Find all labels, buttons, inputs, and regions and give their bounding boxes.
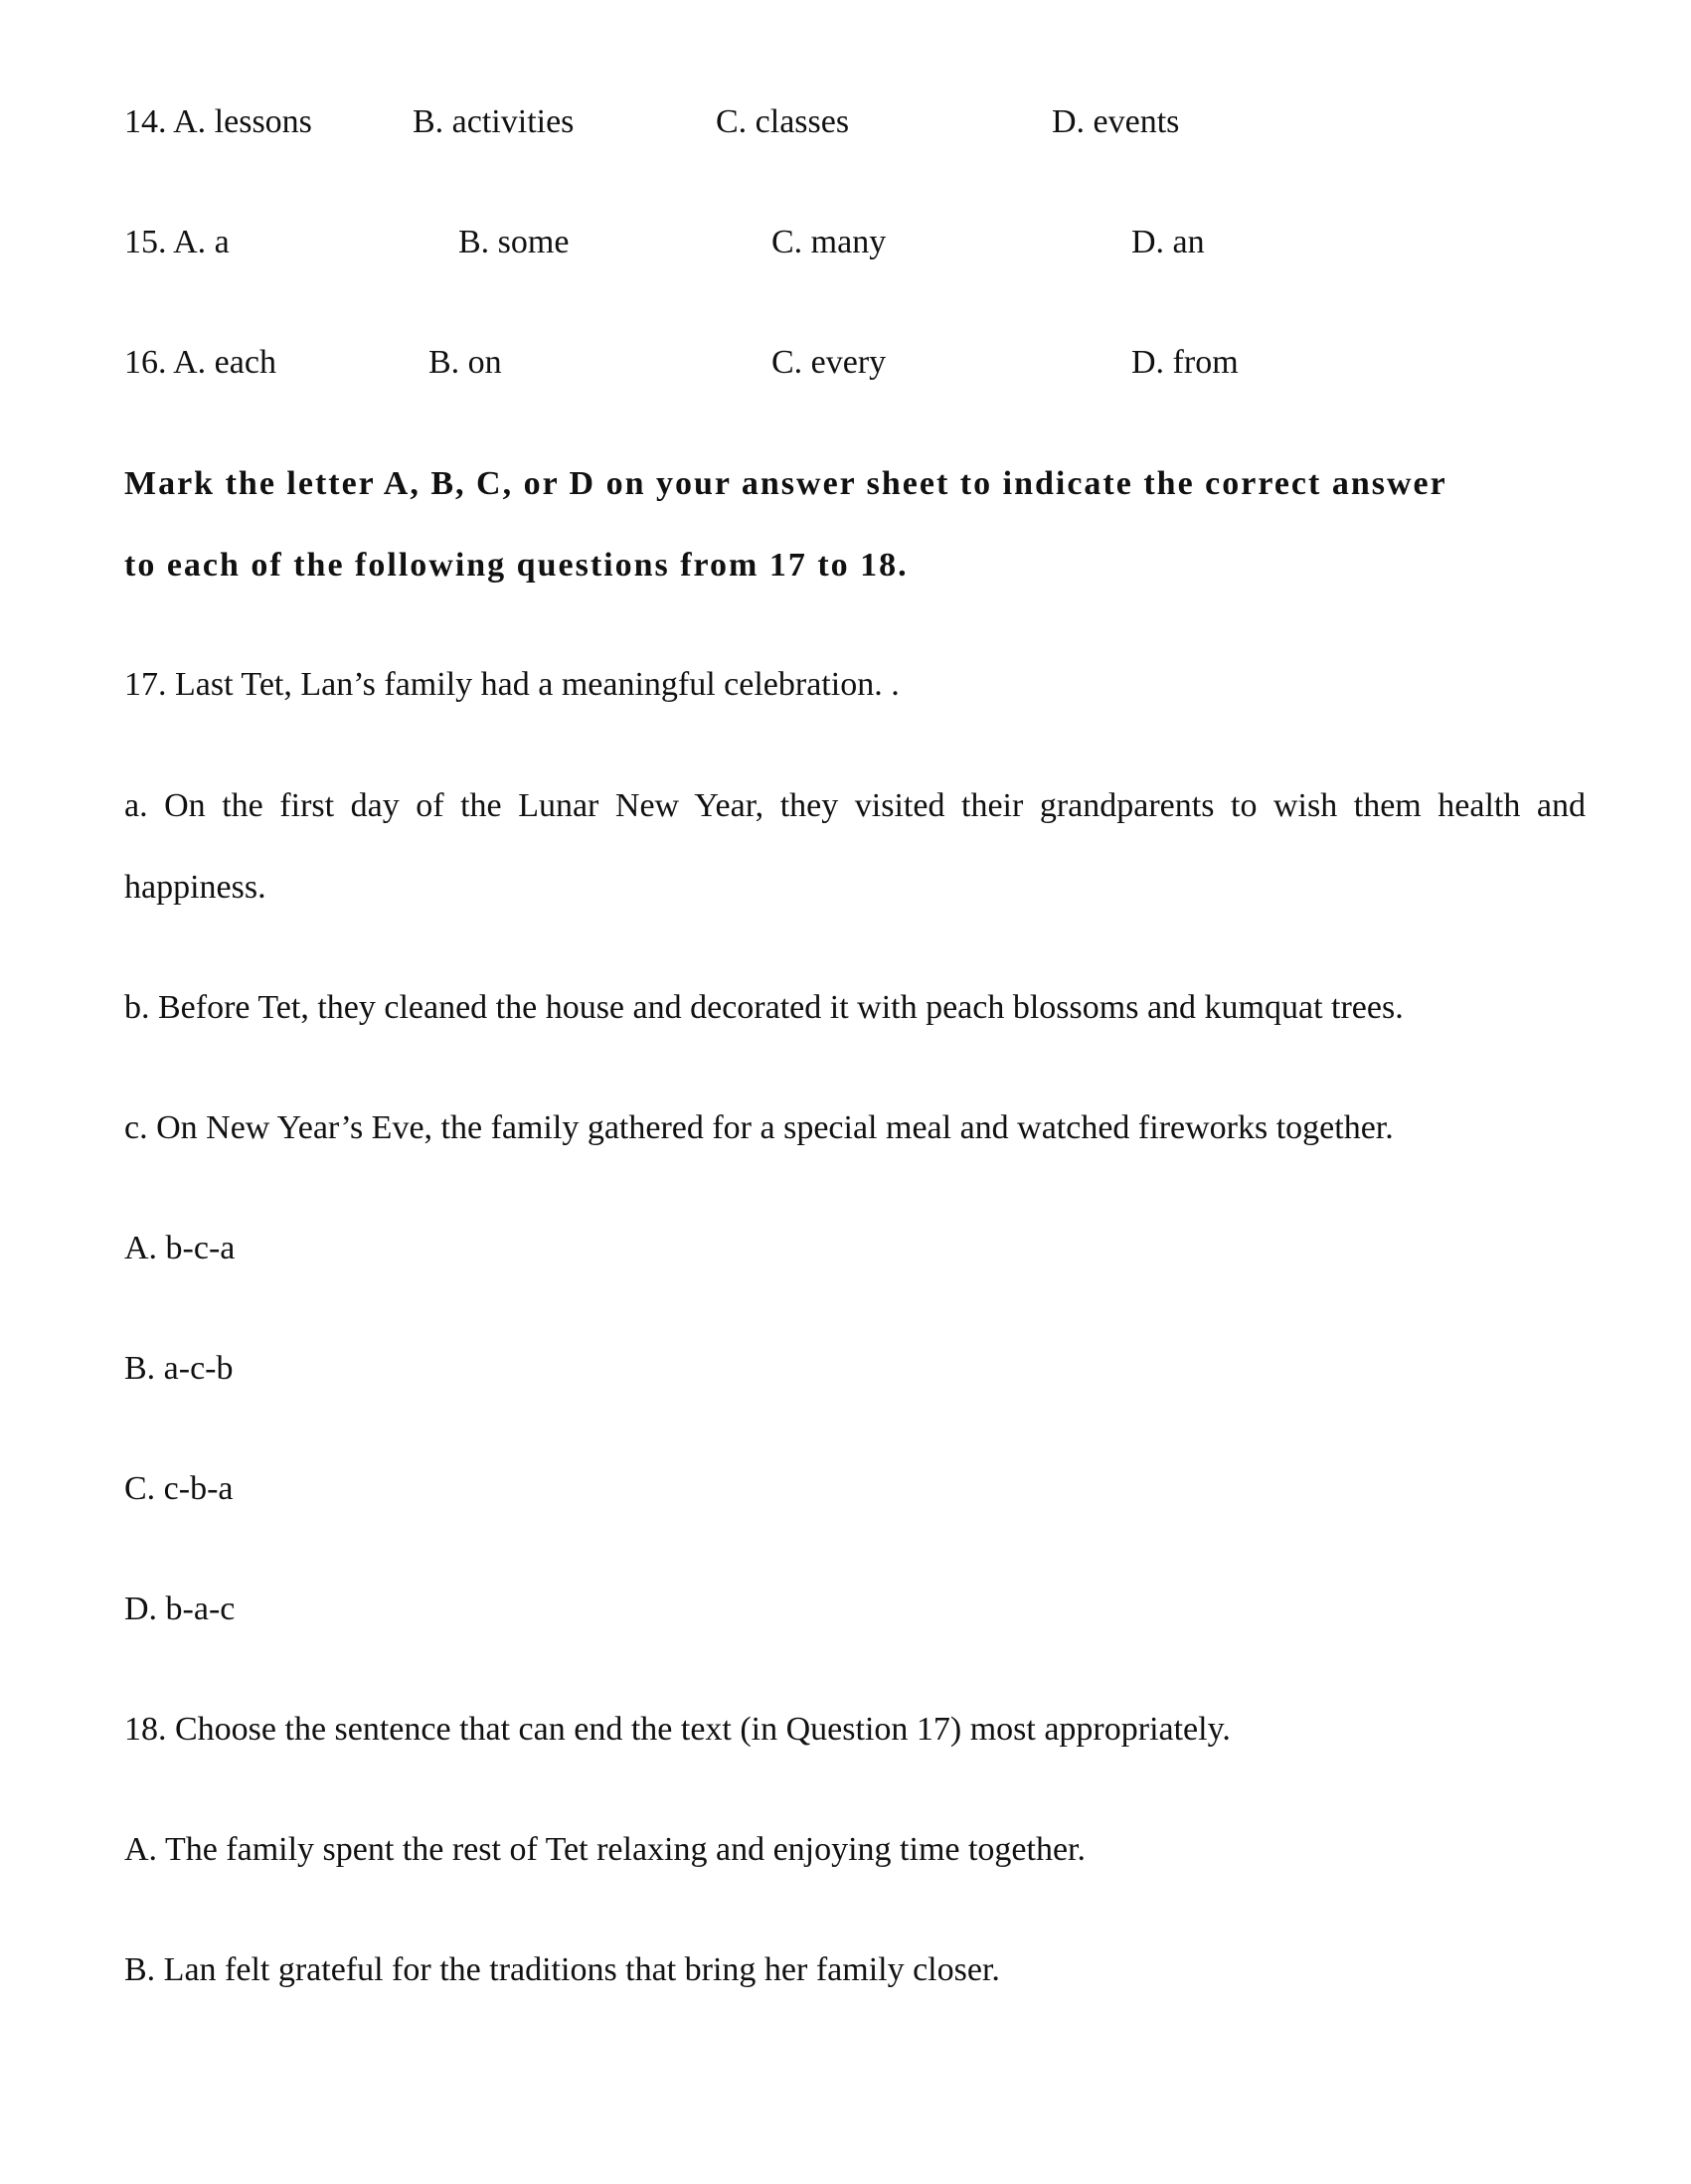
- q15-option-b: B. some: [458, 224, 570, 260]
- q15-option-d: D. an: [1131, 224, 1205, 260]
- q14-number: 14.: [124, 103, 167, 140]
- q17-option-b: B. a-c-b: [124, 1350, 234, 1387]
- q18-option-b: B. Lan felt grateful for the traditions that bring her family closer.: [124, 1951, 1000, 1988]
- q17-option-c: C. c-b-a: [124, 1470, 234, 1507]
- q15-number: 15.: [124, 224, 167, 260]
- q16-option-a: 16. A. each: [124, 344, 276, 381]
- q16-option-c: C. every: [771, 344, 887, 381]
- q17-option-d: D. b-a-c: [124, 1591, 236, 1627]
- q16-option-b: B. on: [428, 344, 502, 381]
- q15-option-a: 15. A. a: [124, 224, 230, 260]
- q14-option-b: B. activities: [413, 103, 575, 140]
- q18-stem: 18. Choose the sentence that can end the text (in Question 17) most appropriately.: [124, 1711, 1231, 1748]
- q14-option-c: C. classes: [716, 103, 850, 140]
- q14-option-d: D. events: [1052, 103, 1180, 140]
- q17-stem: 17. Last Tet, Lan’s family had a meaningful celebration. .: [124, 666, 900, 703]
- q15-option-c: C. many: [771, 224, 887, 260]
- q16-number: 16.: [124, 344, 167, 381]
- instruction-line-2: to each of the following questions from 17 to 18.: [124, 547, 909, 584]
- q17-sentence-a: a. On the first day of the Lunar New Year, they visited their grandparents to wish them health and happiness.: [124, 787, 1586, 906]
- q17-sentence-b: b. Before Tet, they cleaned the house and decorated it with peach blossoms and kumquat trees.: [124, 989, 1404, 1026]
- q17-option-a: A. b-c-a: [124, 1230, 236, 1266]
- q18-option-a: A. The family spent the rest of Tet relaxing and enjoying time together.: [124, 1831, 1087, 1868]
- q17-sentence-c: c. On New Year’s Eve, the family gathered for a special meal and watched fireworks together.: [124, 1109, 1394, 1146]
- q14-option-a: 14. A. lessons: [124, 103, 312, 140]
- q16-option-d: D. from: [1131, 344, 1239, 381]
- instruction-line-1: Mark the letter A, B, C, or D on your answer sheet to indicate the correct answer: [124, 465, 1447, 502]
